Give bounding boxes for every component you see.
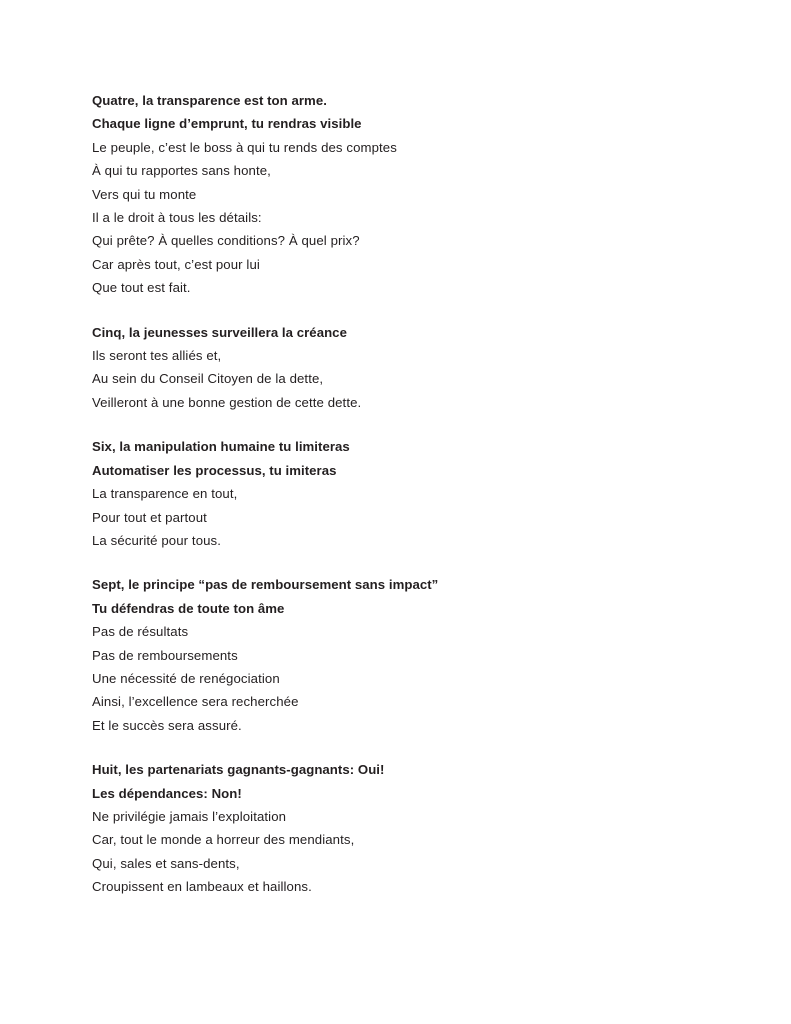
stanza-text-line: Que tout est fait. — [92, 280, 191, 296]
stanza-text-line: Au sein du Conseil Citoyen de la dette, — [92, 371, 324, 387]
stanza-heading-line: Sept, le principe “pas de remboursement sans impact” — [92, 577, 439, 593]
stanza-heading-line: Cinq, la jeunesses surveillera la créance — [92, 324, 347, 340]
stanza-text-line: Car après tout, c’est pour lui — [92, 256, 260, 272]
stanza-heading-line: Huit, les partenariats gagnants-gagnants: Oui! — [92, 762, 385, 778]
stanza-text-line: Qui prête? À quelles conditions? À quel prix? — [92, 233, 360, 249]
stanza-huit — [92, 758, 702, 898]
stanza-quatre — [92, 89, 702, 300]
stanza-text-line: Pour tout et partout — [92, 509, 207, 525]
stanza-sept — [92, 573, 702, 737]
stanza-text-line: Croupissent en lambeaux et haillons. — [92, 879, 312, 895]
stanza-heading-line: Tu défendras de toute ton âme — [92, 600, 285, 616]
stanza-heading-line: Chaque ligne d’emprunt, tu rendras visible — [92, 116, 362, 132]
stanza-text-line: Ne privilégie jamais l’exploitation — [92, 808, 287, 824]
stanza-text-line: Vers qui tu monte — [92, 186, 197, 202]
stanza-text-line: Ainsi, l’excellence sera recherchée — [92, 694, 299, 710]
stanza-heading-line: Quatre, la transparence est ton arme. — [92, 93, 327, 108]
stanza-heading-line: Les dépendances: Non! — [92, 785, 242, 801]
stanza-text-line: Ils seront tes alliés et, — [92, 348, 222, 364]
stanza-text-line: Et le succès sera assuré. — [92, 717, 242, 733]
stanza-text-line: Pas de résultats — [92, 624, 189, 640]
document-body — [92, 89, 702, 899]
stanza-heading-line: Automatiser les processus, tu imiteras — [92, 462, 337, 478]
stanza-text-line: La transparence en tout, — [92, 486, 238, 502]
stanza-text-line: Pas de remboursements — [92, 647, 238, 663]
stanza-text-line: Le peuple, c’est le boss à qui tu rends des comptes — [92, 139, 397, 155]
stanza-six — [92, 435, 702, 552]
stanza-cinq — [92, 321, 702, 415]
stanza-text-line: La sécurité pour tous. — [92, 532, 222, 548]
stanza-text-line: À qui tu rapportes sans honte, — [92, 163, 271, 179]
stanza-heading-line: Six, la manipulation humaine tu limiteras — [92, 439, 350, 455]
stanza-text-line: Car, tout le monde a horreur des mendiants, — [92, 832, 355, 848]
stanza-text-line: Veilleront à une bonne gestion de cette dette. — [92, 394, 362, 410]
stanza-text-line: Qui, sales et sans-dents, — [92, 855, 240, 871]
stanza-text-line: Une nécessité de renégociation — [92, 670, 280, 686]
stanza-text-line: Il a le droit à tous les détails: — [92, 210, 262, 226]
